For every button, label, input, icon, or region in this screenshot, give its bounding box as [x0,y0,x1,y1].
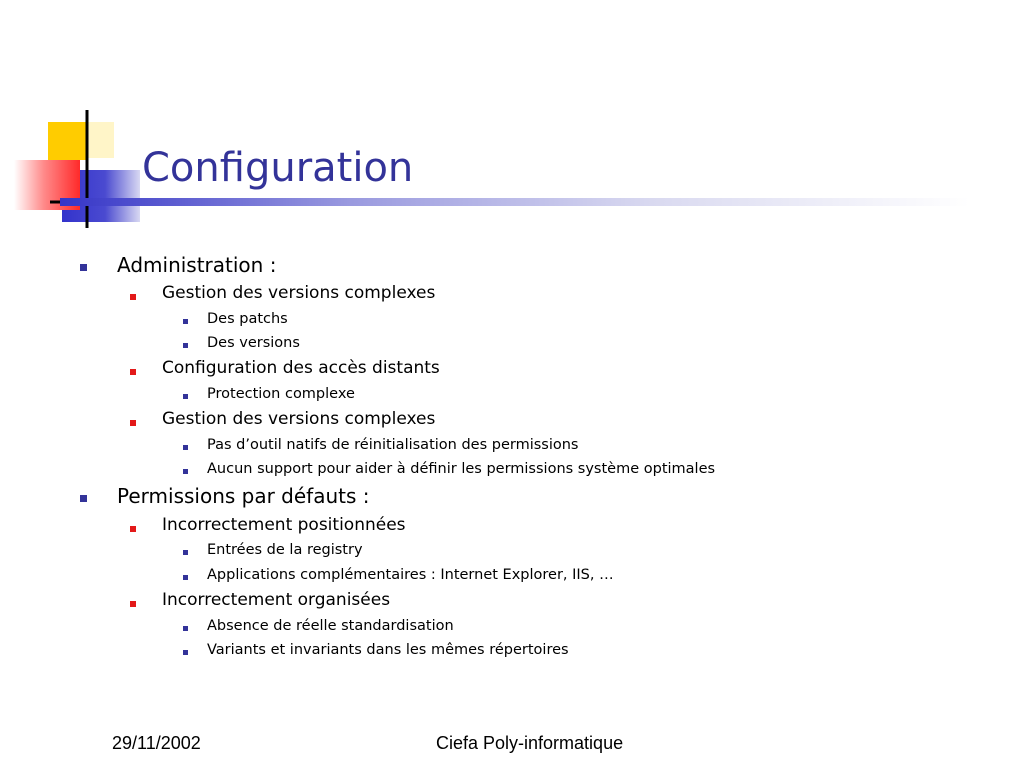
list-item-level2: Gestion des versions complexes [162,283,436,303]
list-item-level1: Administration : [117,253,277,277]
list-item-level3: Applications complémentaires : Internet Explorer, IIS, … [207,567,614,583]
footer-date: 29/11/2002 [112,733,201,753]
list-item-level3: Aucun support pour aider à définir les permissions système optimales [207,461,716,477]
square-bullet-icon [80,264,87,271]
square-bullet-icon [130,420,136,426]
square-bullet-icon [183,445,188,450]
square-bullet-icon [130,526,136,532]
square-bullet-icon [183,469,188,474]
list-item-level3: Entrées de la registry [207,542,363,558]
square-bullet-icon [183,626,188,631]
square-bullet-icon [183,550,188,555]
list-item-level2: Incorrectement positionnées [162,515,406,535]
square-bullet-icon [183,650,188,655]
list-item-level3: Pas d’outil natifs de réinitialisation des permissions [207,437,579,453]
list-item-level3: Des versions [207,335,300,351]
list-item-level3: Variants et invariants dans les mêmes répertoires [207,642,569,658]
square-bullet-icon [130,601,136,607]
list-item-level3: Absence de réelle standardisation [207,618,454,634]
slide-title: Configuration [142,145,414,191]
square-bullet-icon [80,495,87,502]
list-item-level3: Protection complexe [207,386,355,402]
list-item-level2: Gestion des versions complexes [162,409,436,429]
square-bullet-icon [130,294,136,300]
footer-organization: Ciefa Poly-informatique [436,733,624,753]
list-item-level1: Permissions par défauts : [117,484,370,508]
square-bullet-icon [183,394,188,399]
title-underline-gradient [60,198,970,206]
square-bullet-icon [183,575,188,580]
square-bullet-icon [183,343,188,348]
list-item-level2: Configuration des accès distants [162,358,440,378]
yellow-square-shadow [86,122,114,158]
yellow-square [48,122,86,160]
list-item-level3: Des patchs [207,311,288,327]
square-bullet-icon [183,319,188,324]
square-bullet-icon [130,369,136,375]
list-item-level2: Incorrectement organisées [162,590,391,610]
